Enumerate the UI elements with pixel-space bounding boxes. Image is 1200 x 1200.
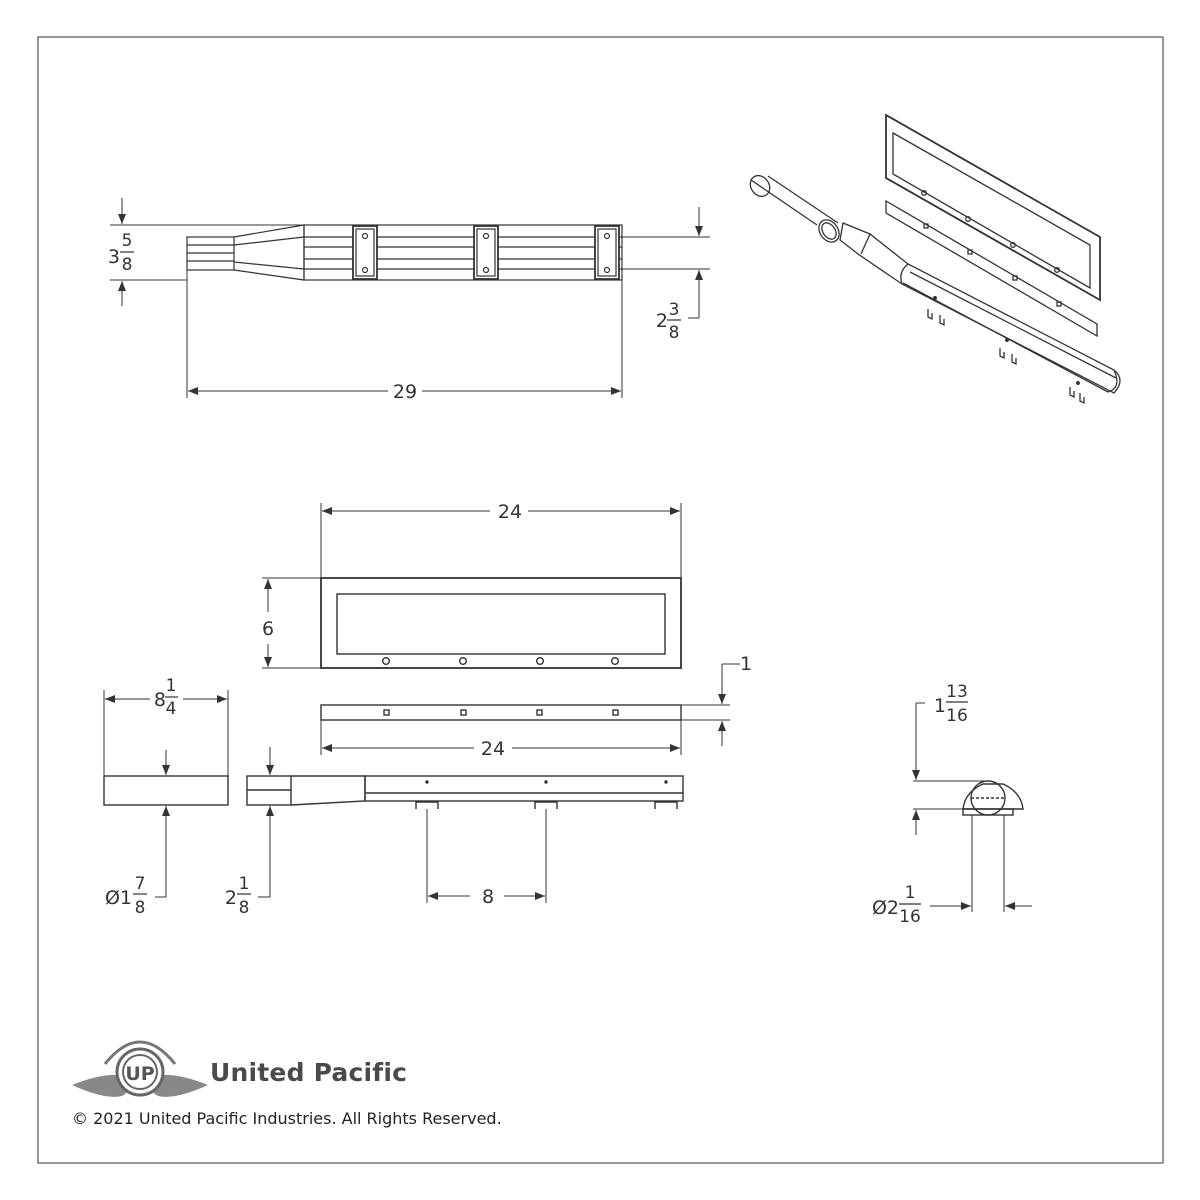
dim-top-inner-height xyxy=(656,300,681,343)
dim-numerator: 3 xyxy=(668,300,680,320)
copyright-notice: © 2021 United Pacific Industries. All Rights Reserved. xyxy=(72,1109,502,1128)
top-view xyxy=(187,225,622,280)
dim-numerator: 1 xyxy=(238,874,250,894)
dim-bezel-height: 6 xyxy=(261,618,275,640)
dim-tube-diameter xyxy=(105,874,147,918)
dim-neck-height xyxy=(225,874,251,918)
end-view xyxy=(963,781,1023,815)
brand-name: United Pacific xyxy=(210,1058,408,1087)
tube-view xyxy=(104,776,228,805)
dim-whole: 1 xyxy=(933,695,946,717)
united-pacific-logo xyxy=(72,1042,208,1097)
dim-denominator: 8 xyxy=(668,323,680,343)
dim-end-diameter xyxy=(872,883,921,927)
dim-whole: Ø2 xyxy=(871,897,899,919)
dim-top-height xyxy=(108,231,134,275)
dim-denominator: 4 xyxy=(165,699,177,719)
dim-denominator: 16 xyxy=(899,907,921,927)
strip-view xyxy=(321,705,681,720)
isometric-view xyxy=(746,115,1120,403)
dim-tube-length xyxy=(154,676,178,719)
dim-bezel-width: 24 xyxy=(497,501,523,523)
dim-whole: 3 xyxy=(107,246,120,268)
dim-denominator: 8 xyxy=(121,255,133,275)
dim-numerator: 13 xyxy=(946,682,968,702)
dim-numerator: 1 xyxy=(904,883,916,903)
dim-denominator: 16 xyxy=(946,706,968,726)
side-view xyxy=(247,776,683,809)
dim-top-length: 29 xyxy=(392,381,418,403)
dim-bracket-spacing: 8 xyxy=(481,886,495,908)
end-view-dimensions xyxy=(913,703,1032,912)
dim-whole: 8 xyxy=(153,689,166,711)
sheet-border xyxy=(38,37,1163,1163)
dim-whole: 2 xyxy=(224,887,237,909)
side-view-dimensions xyxy=(258,747,546,903)
dim-numerator: 1 xyxy=(165,676,177,696)
dim-numerator: 7 xyxy=(134,874,146,894)
dim-denominator: 8 xyxy=(134,898,146,918)
bezel-dimensions xyxy=(262,503,681,668)
tube-dimensions xyxy=(104,690,228,897)
dim-end-height xyxy=(934,682,968,726)
dim-numerator: 5 xyxy=(121,231,133,251)
dim-whole: 2 xyxy=(655,310,668,332)
dim-whole: Ø1 xyxy=(104,887,132,909)
bezel-front-view xyxy=(321,578,681,668)
top-view-dimensions xyxy=(107,198,710,398)
dim-strip-width: 24 xyxy=(480,738,506,760)
dim-denominator: 8 xyxy=(238,898,250,918)
dim-strip-thickness: 1 xyxy=(740,653,753,675)
logo-letters: UP xyxy=(125,1063,155,1085)
